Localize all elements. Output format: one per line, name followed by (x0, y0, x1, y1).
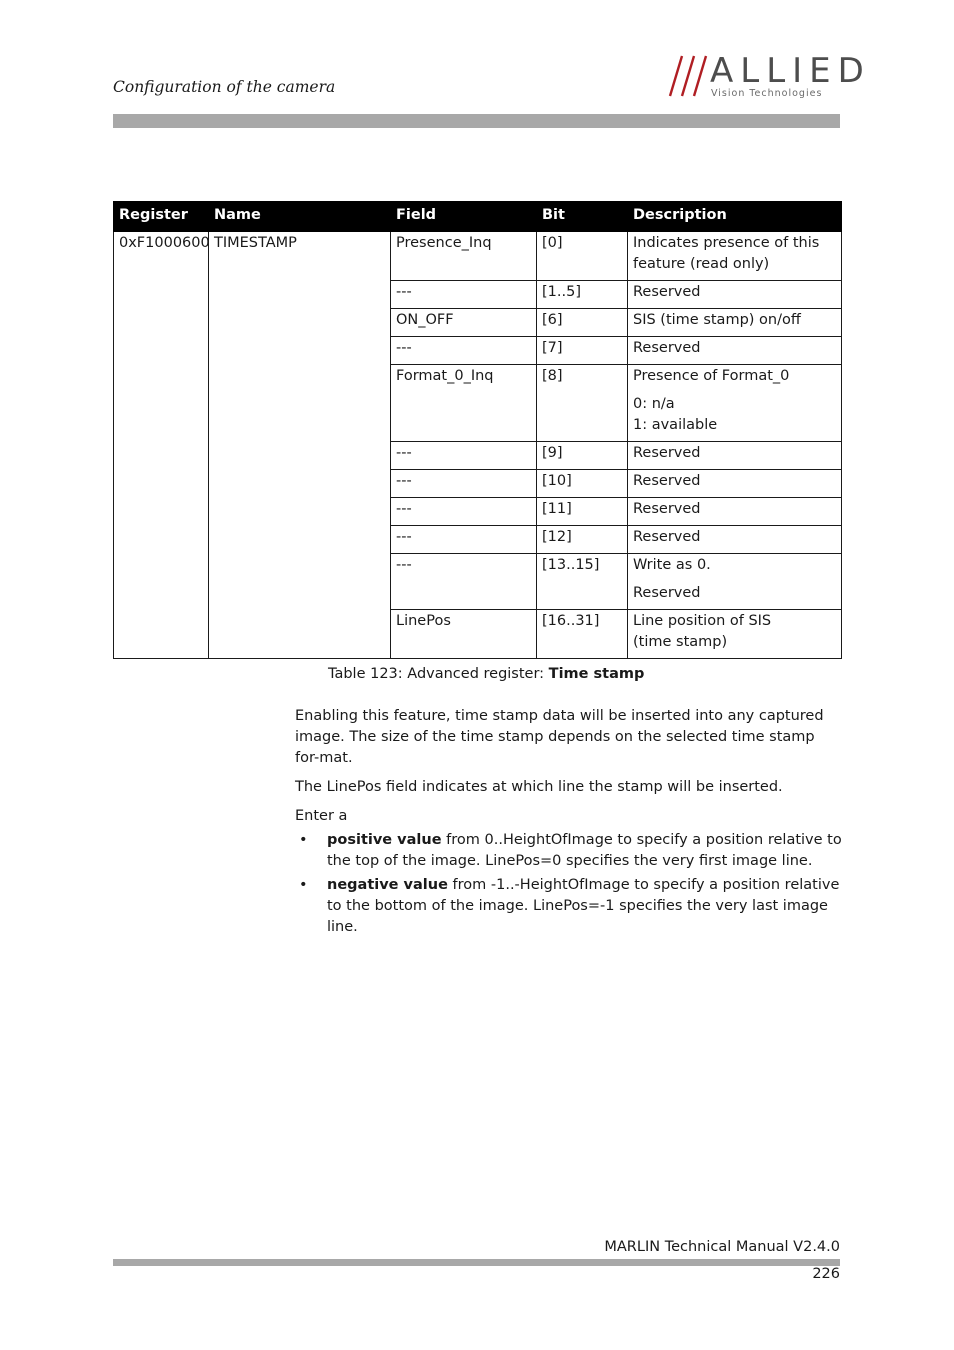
description-line (633, 611, 836, 653)
column-header-name: Name (209, 202, 391, 232)
description-line: Line position of SIS (633, 613, 772, 629)
cell-field: --- (391, 554, 537, 610)
paragraph-enter: Enter a (295, 808, 348, 824)
bullet-text: from 0..HeightOfImage to specify a position relative to the top of the image. LinePos=0 specifies the very first image line. (327, 832, 842, 869)
bullet-list (295, 830, 843, 938)
bullet-positive (295, 830, 843, 872)
cell-field: --- (391, 281, 537, 309)
caption-title: Time stamp (548, 666, 645, 682)
register-table (113, 201, 842, 659)
cell-field: --- (391, 498, 537, 526)
cell-description (628, 281, 842, 309)
description-line: Reserved (633, 340, 701, 356)
description-line: Reserved (633, 529, 701, 545)
cell-description (628, 232, 842, 281)
cell-bit: [16..31] (537, 610, 628, 659)
description-line: Reserved (633, 445, 701, 461)
cell-bit: [0] (537, 232, 628, 281)
cell-bit: [11] (537, 498, 628, 526)
caption-prefix: Table 123: Advanced register: (328, 666, 549, 682)
cell-description (628, 337, 842, 365)
description-line: Write as 0. (633, 557, 711, 573)
cell-description (628, 498, 842, 526)
page-number: 226 (812, 1266, 840, 1282)
bullet-bold: positive value (327, 832, 442, 848)
column-header-register: Register (114, 202, 209, 232)
allied-logo (668, 51, 871, 102)
bullet-bold: negative value (327, 877, 448, 893)
cell-description (628, 365, 842, 442)
logo-slashes-icon (668, 52, 710, 98)
cell-bit: [10] (537, 470, 628, 498)
table-caption (328, 666, 644, 682)
description-line: (time stamp) (633, 634, 728, 650)
logo-word: ALLIED (710, 51, 871, 91)
description-line: Reserved (633, 473, 701, 489)
bullet-icon: • (299, 877, 308, 893)
paragraph-linepos: The LinePos field indicates at which line the stamp will be inserted. (295, 779, 783, 795)
bullet-icon: • (299, 832, 308, 848)
description-line: Reserved (633, 585, 701, 601)
description-line: Reserved (633, 284, 701, 300)
description-line (633, 394, 836, 436)
header-rule (113, 114, 840, 128)
column-header-field: Field (391, 202, 537, 232)
cell-field: --- (391, 470, 537, 498)
cell-name: TIMESTAMP (209, 232, 391, 659)
body-text (295, 706, 843, 941)
footer-rule (113, 1259, 840, 1266)
column-header-bit: Bit (537, 202, 628, 232)
description-line: Presence of Format_0 (633, 368, 790, 384)
description-line: SIS (time stamp) on/off (633, 312, 801, 328)
cell-description (628, 526, 842, 554)
bullet-negative (295, 875, 843, 938)
cell-field: --- (391, 442, 537, 470)
cell-field: Presence_Inq (391, 232, 537, 281)
cell-bit: [6] (537, 309, 628, 337)
description-line: 1: available (633, 417, 718, 433)
cell-field: --- (391, 337, 537, 365)
running-header-title: Configuration of the camera (113, 78, 336, 96)
cell-bit: [13..15] (537, 554, 628, 610)
description-line: 0: n/a (633, 396, 675, 412)
cell-register: 0xF1000600 (114, 232, 209, 659)
bullet-text: from -1..-HeightOfImage to specify a position relative to the bottom of the image. LinePos=-1 specifies the very last image line. (327, 877, 840, 935)
cell-description (628, 610, 842, 659)
cell-description (628, 442, 842, 470)
cell-description (628, 554, 842, 610)
cell-field: --- (391, 526, 537, 554)
cell-field: Format_0_Inq (391, 365, 537, 442)
cell-bit: [12] (537, 526, 628, 554)
cell-bit: [8] (537, 365, 628, 442)
table-header-row (114, 202, 842, 232)
cell-bit: [1..5] (537, 281, 628, 309)
paragraph-enabling: Enabling this feature, time stamp data will be inserted into any captured image. The size of the time stamp depends on the selected time stamp for-mat. (295, 708, 824, 766)
table-row (114, 232, 842, 281)
cell-description (628, 309, 842, 337)
cell-description (628, 470, 842, 498)
description-line: Reserved (633, 501, 701, 517)
cell-field: ON_OFF (391, 309, 537, 337)
cell-bit: [7] (537, 337, 628, 365)
logo-tagline: Vision Technologies (711, 88, 823, 99)
column-header-description: Description (628, 202, 842, 232)
cell-field: LinePos (391, 610, 537, 659)
cell-bit: [9] (537, 442, 628, 470)
description-line: Indicates presence of this feature (read only) (633, 235, 820, 272)
footer-manual-title: MARLIN Technical Manual V2.4.0 (604, 1239, 840, 1255)
